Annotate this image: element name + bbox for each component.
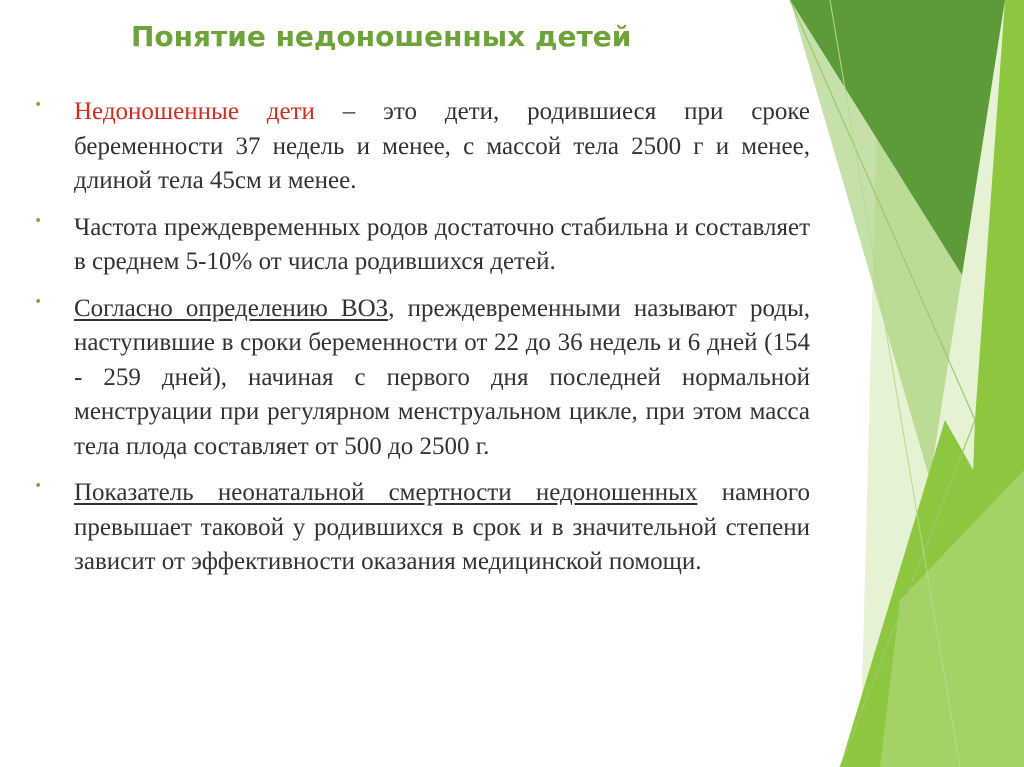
bullet-text xyxy=(74,211,810,280)
bullet-marker: • xyxy=(34,478,43,494)
bullet-marker: • xyxy=(34,293,43,310)
bullet-list xyxy=(30,95,810,592)
slide-title: Понятие недоношенных детей xyxy=(131,20,632,53)
definition-text: – это дети, родившиеся при сроке беременности 37 недель и менее, с массой тела 2500 г и менее, длиной тела 45см и менее. xyxy=(74,98,810,194)
bullet-item-who-definition xyxy=(30,292,810,465)
bullet-item-frequency xyxy=(30,211,810,280)
bullet-text xyxy=(74,476,810,580)
who-reference: Согласно определению ВОЗ xyxy=(74,294,389,322)
bullet-text xyxy=(74,292,810,465)
bullet-item-mortality xyxy=(30,476,810,580)
who-definition-text: , преждевременными называют роды, наступившие в сроки беременности от 22 до 36 недель и 6 дней (154 - 259 дней), начиная с первого дня последней нормальной менструации при регулярном менструальном цикле, при этом масса тела плода составляет от 500 до 2500 г. xyxy=(74,294,810,460)
bullet-item-definition xyxy=(30,95,810,199)
bullet-marker: • xyxy=(34,212,43,229)
mortality-text: намного превышает таковой у родившихся в срок и в значительной степени зависит от эффективности оказания медицинской помощи. xyxy=(74,479,811,575)
bullet-marker: • xyxy=(34,97,43,113)
mortality-indicator: Показатель неонатальной смертности недоношенных xyxy=(74,479,698,506)
bullet-text xyxy=(74,95,810,199)
frequency-text: Частота преждевременных родов достаточно стабильна и составляет в среднем 5-10% от числа родившихся детей. xyxy=(74,213,810,275)
highlight-term: Недоношенные дети xyxy=(74,98,315,125)
